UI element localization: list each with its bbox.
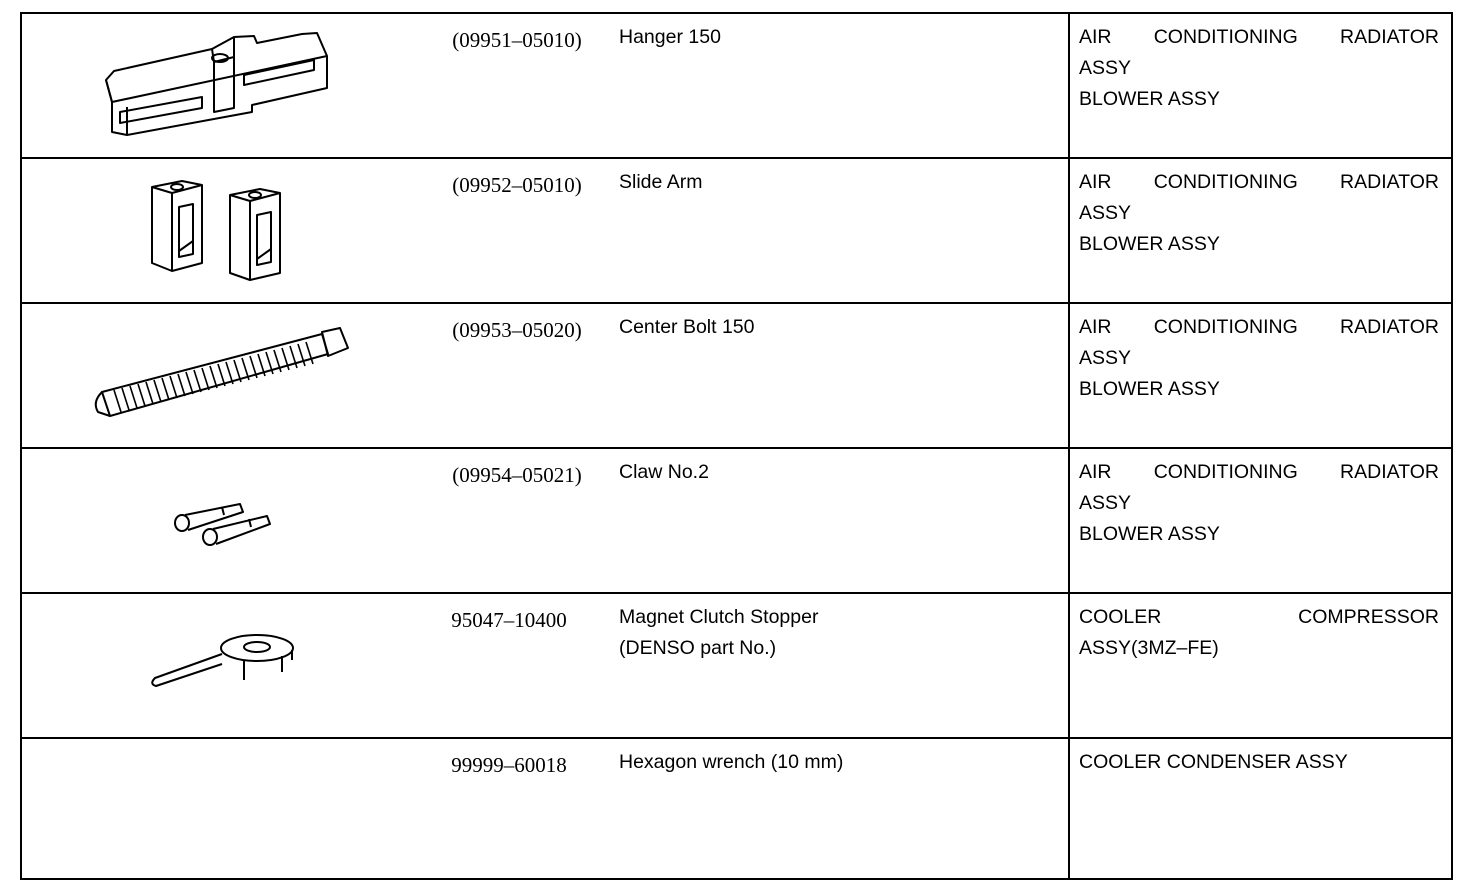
usage-cell [1069,593,1452,738]
table-row [21,13,1452,158]
center-bolt-icon [22,304,422,447]
usage-line: COOLER COMPRESSOR [1079,606,1439,628]
usage-line: BLOWER ASSY [1079,378,1220,400]
tool-cell [21,303,1069,448]
usage-line: BLOWER ASSY [1079,523,1220,545]
usage-line: AIR CONDITIONING RADIATOR [1079,316,1439,338]
table-row [21,303,1452,448]
usage-line: COOLER CONDENSER ASSY [1079,751,1348,773]
usage-line: ASSY [1079,57,1132,79]
tool-name-line: Magnet Clutch Stopper [619,606,819,628]
tool-name-line: Slide Arm [619,171,703,193]
part-number: (09952–05010) [452,173,582,197]
usage-line: ASSY(3MZ–FE) [1079,637,1219,659]
usage-line: AIR CONDITIONING RADIATOR [1079,461,1439,483]
part-number: 99999–60018 [451,753,567,777]
tool-name-line: Hexagon wrench (10 mm) [619,751,844,773]
tool-name-line: Center Bolt 150 [619,316,755,338]
usage-line: ASSY [1079,202,1132,224]
usage-cell [1069,158,1452,303]
special-service-tools-table [20,12,1453,880]
tool-name-line: Claw No.2 [619,461,709,483]
usage-line: AIR CONDITIONING RADIATOR [1079,26,1439,48]
tool-cell [21,448,1069,593]
hanger-icon [22,14,422,157]
usage-line: ASSY [1079,347,1132,369]
tool-name [619,747,843,778]
claw-icon [22,449,422,592]
tool-name-line: (DENSO part No.) [619,637,777,659]
tool-name [619,457,709,488]
tool-name [619,167,702,198]
usage-line: BLOWER ASSY [1079,88,1220,110]
usage-line: ASSY [1079,492,1132,514]
table-row [21,448,1452,593]
usage-line: BLOWER ASSY [1079,233,1220,255]
tool-name [619,312,755,343]
usage-cell [1069,448,1452,593]
usage-line: AIR CONDITIONING RADIATOR [1079,171,1439,193]
part-number: (09953–05020) [452,318,582,342]
tool-cell [21,158,1069,303]
table-row [21,738,1452,879]
table-row [21,158,1452,303]
part-number: 95047–10400 [451,608,567,632]
table-row [21,593,1452,738]
magnet-clutch-stopper-icon [22,594,422,737]
usage-cell [1069,738,1452,879]
part-number: (09951–05010) [452,28,582,52]
slide-arm-icon [22,159,422,302]
tool-name [619,602,818,664]
tool-cell [21,593,1069,738]
part-number: (09954–05021) [452,463,582,487]
tool-cell [21,738,1069,879]
usage-cell [1069,303,1452,448]
tool-cell [21,13,1069,158]
usage-cell [1069,13,1452,158]
tool-name-line: Hanger 150 [619,26,721,48]
tool-name [619,22,721,53]
